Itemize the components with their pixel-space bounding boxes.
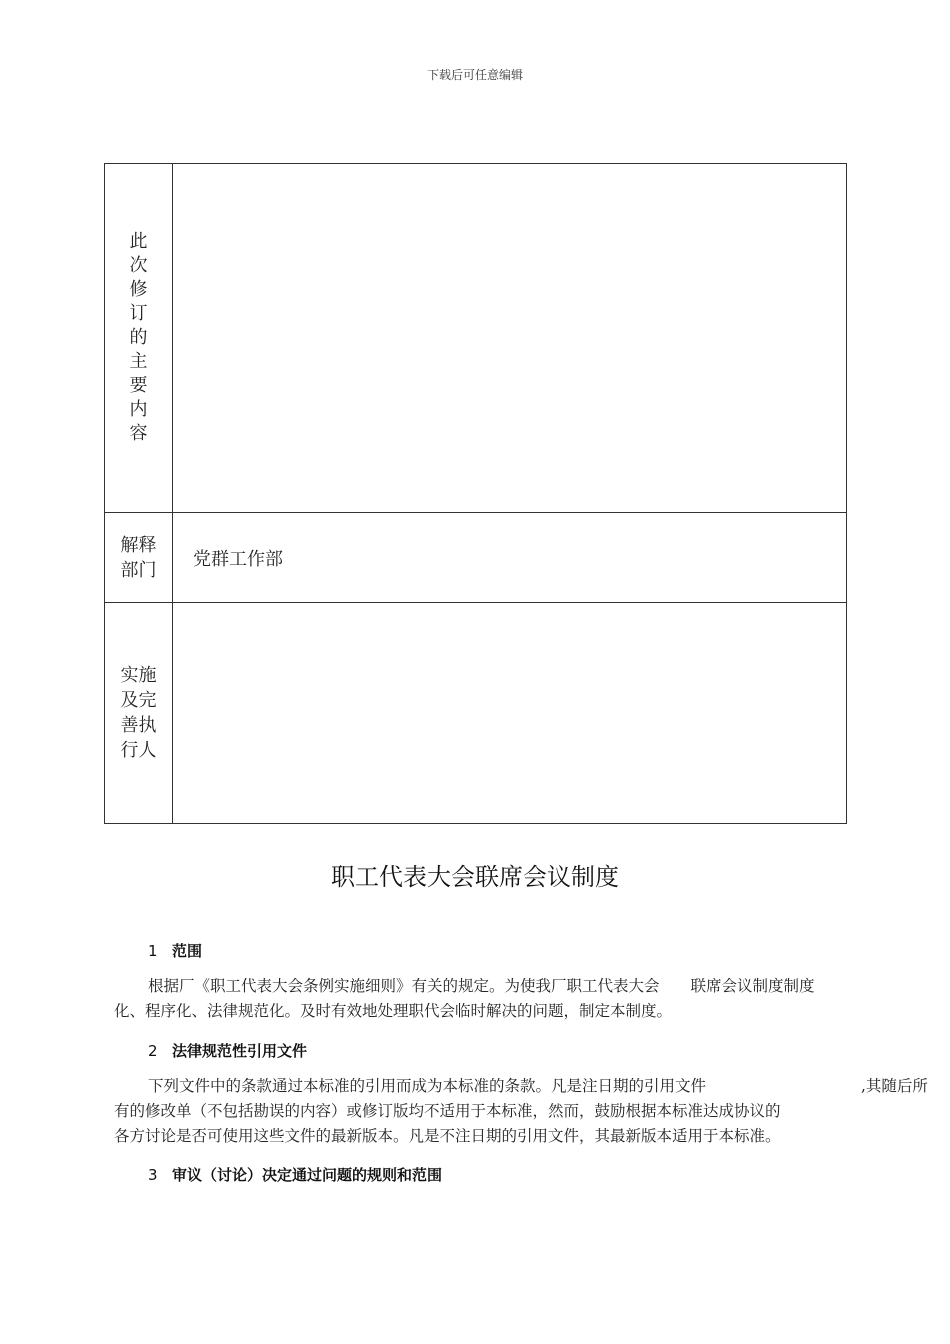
paragraph-line: 各方讨论是否可使用这些文件的最新版本。凡是不注日期的引用文件，其最新版本适用于本标准。 (114, 1127, 781, 1145)
header-note: 下载后可任意编辑 (426, 68, 523, 82)
info-table (104, 163, 847, 824)
section-heading-2 (148, 1040, 307, 1061)
paragraph-line: 下列文件中的条款通过本标准的引用而成为本标准的条款。凡是注日期的引用文件 ,其随后所 (148, 1077, 928, 1095)
section-title: 法律规范性引用文件 (172, 1042, 308, 1060)
section-title: 审议（讨论）决定通过问题的规则和范围 (172, 1166, 443, 1184)
document-title: 职工代表大会联席会议制度 (331, 863, 619, 891)
dept-label-cell (105, 513, 173, 603)
revision-value-cell (173, 164, 847, 513)
revision-label-cell (105, 164, 173, 513)
dept-row (105, 513, 847, 603)
revision-label: 此 次 修 订 的 主 要 内 容 (129, 231, 148, 444)
dept-value: 党群工作部 (193, 548, 283, 570)
executor-label: 实施 及完 善执 行人 (120, 665, 157, 761)
section-heading-3 (148, 1164, 442, 1185)
section-number: 2 (148, 1042, 158, 1060)
section-number: 1 (148, 942, 158, 960)
paragraph-line: 化、程序化、法律规范化。及时有效地处理职代会临时解决的问题，制定本制度。 (114, 1002, 673, 1020)
paragraph-line: 有的修改单（不包括勘误的内容）或修订版均不适用于本标准，然而，鼓励根据本标准达成协议的 (114, 1102, 781, 1120)
executor-row (105, 603, 847, 824)
section-number: 3 (148, 1166, 158, 1184)
section-1-paragraph (114, 974, 840, 1024)
executor-value-cell (173, 603, 847, 824)
section-title: 范围 (172, 942, 203, 960)
section-heading-1 (148, 940, 202, 961)
executor-label-cell (105, 603, 173, 824)
paragraph-line: 根据厂《职工代表大会条例实施细则》有关的规定。为使我厂职工代表大会 联席会议制度制度 (148, 977, 815, 995)
dept-value-cell (173, 513, 847, 603)
revision-row (105, 164, 847, 513)
dept-label: 解释 部门 (120, 534, 157, 581)
section-2-paragraph (114, 1074, 928, 1149)
